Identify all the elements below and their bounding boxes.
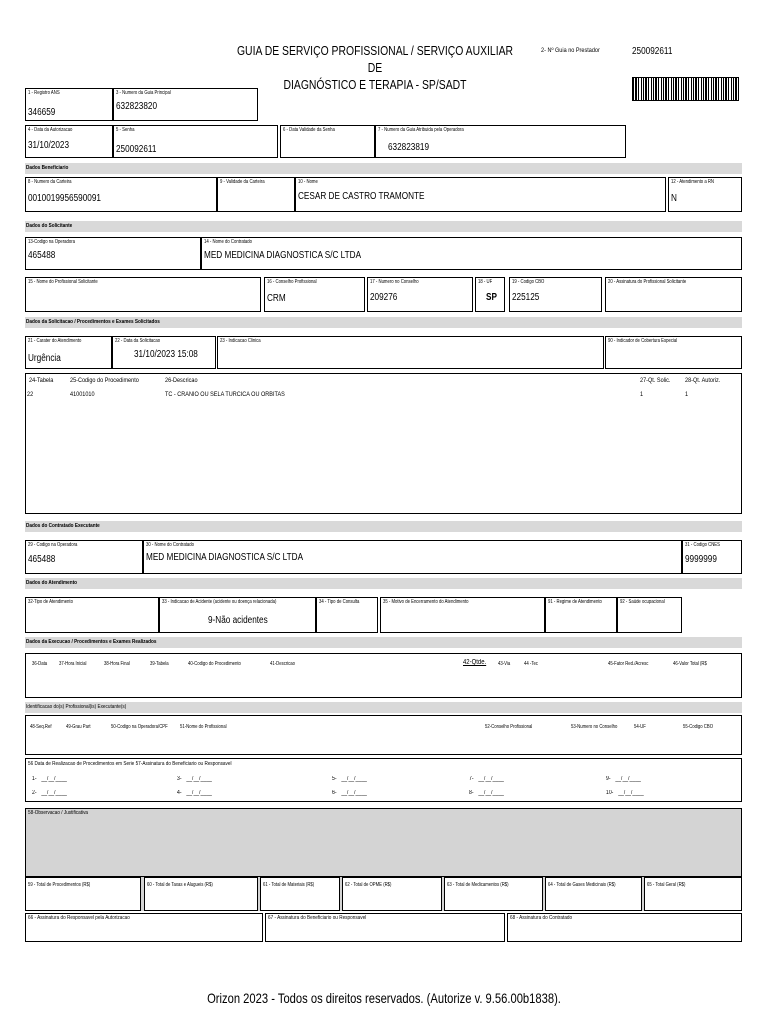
guia-principal-field [113, 88, 258, 121]
serie-slot-9-date: __/__/____ [615, 776, 641, 782]
serie-slot-3-date: __/__/____ [186, 776, 212, 782]
exec-col-via: 43-Via [498, 661, 511, 667]
guia-operadora-label: 7 - Numero da Guia Atribuida pela Operadora [378, 127, 464, 133]
senha-value: 250092611 [116, 144, 157, 155]
col-qt-autoriz: 28-Qt. Autoriz. [685, 377, 721, 384]
assinatura-solicitante-label: 20 - Assinatura do Profissional Solicitante [608, 279, 687, 285]
total-medicamentos-field [444, 877, 543, 911]
serie-slot-4-date: __/__/____ [186, 790, 212, 796]
carteira-field [25, 177, 217, 212]
serie-slot-6-date: __/__/____ [341, 790, 367, 796]
total-procedimentos-field [25, 877, 141, 911]
indicacao-clinica-field [217, 336, 604, 369]
carater-value: Urgência [28, 353, 61, 364]
carater-label: 21 - Carater do Atendimento [28, 338, 82, 344]
serie-slot-8 [469, 790, 504, 797]
cobertura-especial-label: 90 - Indicador de Cobertura Especial [608, 338, 678, 344]
observacao-box [25, 808, 742, 877]
serie-slot-9 [606, 776, 641, 783]
regime-atendimento-label: 91 - Regime de Atendimento [548, 599, 602, 605]
form-title-line1: GUIA DE SERVIÇO PROFISSIONAL / SERVIÇO AUXILIAR DE [236, 43, 514, 75]
tipo-atendimento-label: 32-Tipo de Atendimento [28, 599, 73, 605]
section-atendimento-title: Dados do Atendimento [26, 580, 77, 586]
data-autorizacao-value: 31/10/2023 [28, 140, 70, 151]
total-materiais-field [260, 877, 340, 911]
saude-ocupacional-label: 92 - Saúde ocupacional [620, 599, 665, 605]
prof-col-grau: 49-Grau Part [66, 724, 91, 730]
total-materiais-label: 61 - Total de Materiais (R$) [263, 882, 315, 888]
prof-col-codigo: 50-Codigo na Operadora/CPF [111, 724, 168, 730]
codigo-operadora-solicitante-value: 465488 [28, 250, 56, 261]
registro-ans-label: 1 - Registro ANS [28, 90, 60, 96]
numero-conselho-value: 209276 [370, 292, 398, 303]
nome-beneficiario-value: CESAR DE CASTRO TRAMONTE [298, 191, 425, 202]
numero-conselho-field [367, 277, 473, 312]
prof-col-nome: 51-Nome do Profissional [180, 724, 227, 730]
tipo-atendimento-field [25, 597, 159, 633]
section-atendimento [25, 578, 742, 589]
tipo-consulta-field [316, 597, 378, 633]
serie-slot-3-num: 3- [177, 776, 182, 782]
nome-contratado-executante-field [143, 540, 682, 574]
row-qt-solic: 1 [640, 391, 644, 398]
serie-slot-2-date: __/__/____ [41, 790, 67, 796]
serie-slot-4-num: 4- [177, 790, 182, 796]
exec-col-valor: 46-Valor Total (R$ [673, 661, 707, 667]
exec-col-qtde: 42-Qtde. [463, 659, 487, 666]
serie-slot-2-num: 2- [32, 790, 37, 796]
carteira-label: 8 - Numero da Carteira [28, 179, 72, 185]
exec-col-codigo: 40-Codigo do Procedimento [188, 661, 241, 667]
col-descricao: 26-Descricao [165, 377, 198, 384]
total-geral-field [644, 877, 742, 911]
observacao-label: 58-Observacao / Justificativa [28, 810, 89, 816]
row-codigo: 41001010 [70, 391, 95, 398]
section-execucao [25, 637, 742, 648]
prof-col-seq: 48-Seq.Ref [30, 724, 52, 730]
prof-col-uf: 54-UF [634, 724, 646, 730]
cbo-value: 225125 [512, 292, 540, 303]
conselho-field [264, 277, 365, 312]
validade-carteira-field [217, 177, 295, 212]
serie-label: 56 Data de Realizacao de Procedimentos em Serie 57-Assinatura do Beneficiario ou Responsavel [28, 761, 232, 767]
exec-col-descricao: 41-Descricao [270, 661, 296, 667]
barcode [632, 77, 739, 101]
section-profissionais-title: Identificacao do(s) Profissional(is) Executante(s) [26, 704, 127, 710]
serie-slot-5-date: __/__/____ [341, 776, 367, 782]
total-gases-field [545, 877, 642, 911]
nome-profissional-field [25, 277, 261, 312]
exec-col-tec: 44 -Tec [524, 661, 538, 667]
guia-operadora-value: 632823819 [388, 142, 430, 153]
assinatura-autorizacao-field [25, 913, 263, 942]
exec-col-hora-final: 38-Hora Final [104, 661, 130, 667]
serie-slot-1-date: __/__/____ [41, 776, 67, 782]
saude-ocupacional-field [617, 597, 682, 633]
codigo-operadora-executante-label: 29 - Codigo na Operadora [28, 542, 78, 548]
footer-copyright: Orizon 2023 - Todos os direitos reservados. (Autorize v. 9.56.00b1838). [207, 990, 561, 1006]
conselho-label: 16 - Conselho Profissional [267, 279, 317, 285]
assinatura-contratado-field [507, 913, 742, 942]
data-autorizacao-label: 4 - Data da Autorizacao [28, 127, 73, 133]
indicacao-acidente-value: 9-Não acidentes [208, 615, 268, 626]
section-executante-title: Dados do Contratado Executante [26, 523, 100, 529]
cbo-label: 19 - Codigo CBO [512, 279, 545, 285]
form-title-line2: DIAGNÓSTICO E TERAPIA - SP/SADT [283, 77, 467, 92]
nome-contratado-solicitante-value: MED MEDICINA DIAGNOSTICA S/C LTDA [204, 250, 362, 261]
uf-field [475, 277, 505, 312]
carteira-value: 0010019956590091 [28, 193, 101, 204]
total-taxas-label: 60 - Total de Taxas e Alugueis (R$) [147, 882, 213, 888]
serie-slot-4 [177, 790, 212, 797]
section-solicitacao-title: Dados da Solicitacao / Procedimentos e Exames Solicitados [26, 319, 160, 325]
procedimentos-serie-box [25, 758, 742, 802]
nome-contratado-executante-value: MED MEDICINA DIAGNOSTICA S/C LTDA [146, 552, 304, 563]
col-codigo: 25-Codigo do Procedimento [70, 377, 139, 384]
serie-slot-10-date: __/__/____ [618, 790, 644, 796]
col-tabela: 24-Tabela [29, 377, 54, 384]
prof-col-conselho: 52-Conselho Profissional [485, 724, 533, 730]
prof-col-cbo: 55-Codigo CBO [683, 724, 714, 730]
exec-col-hora-inicial: 37-Hora Inicial [59, 661, 87, 667]
senha-field [113, 125, 278, 158]
table-row [26, 391, 741, 401]
cnes-label: 31 - Codigo CNES [685, 542, 720, 548]
prof-col-numero: 53-Numero no Conselho [571, 724, 618, 730]
data-autorizacao-field [25, 125, 113, 158]
assinatura-beneficiario-field [265, 913, 505, 942]
section-solicitacao [25, 317, 742, 328]
serie-slot-10 [606, 790, 644, 797]
registro-ans-value: 346659 [28, 107, 56, 118]
nome-beneficiario-label: 10 - Nome [298, 179, 318, 185]
serie-slot-1-num: 1- [32, 776, 37, 782]
exec-col-tabela: 39-Tabela [150, 661, 169, 667]
col-qt-solic: 27-Qt. Solic. [640, 377, 671, 384]
indicacao-acidente-field [159, 597, 316, 633]
guia-prestador-value: 250092611 [632, 46, 673, 57]
nome-profissional-label: 15 - Nome do Profissional Solicitante [28, 279, 98, 285]
serie-slot-8-num: 8- [469, 790, 474, 796]
motivo-encerramento-label: 35 - Motivo de Encerramento do Atendimento [383, 599, 469, 605]
assinatura-contratado-label: 68 - Assinatura do Contratado [510, 915, 573, 921]
assinatura-solicitante-field [605, 277, 742, 312]
procedimentos-solicitados-table [25, 373, 742, 514]
section-execucao-title: Dados da Execucao / Procedimentos e Exames Realizados [26, 639, 157, 645]
form-title [231, 42, 519, 93]
serie-slot-10-num: 10- [606, 790, 614, 796]
regime-atendimento-field [545, 597, 617, 633]
indicacao-acidente-label: 33 - Indicacao de Acidente (acidente ou doença relacionada) [162, 599, 277, 605]
carater-field [25, 336, 112, 369]
guia-principal-value: 632823820 [116, 101, 158, 112]
cbo-field [509, 277, 602, 312]
serie-slot-7-date: __/__/____ [478, 776, 504, 782]
serie-slot-5-num: 5- [332, 776, 337, 782]
assinatura-beneficiario-label: 67 - Assinatura do Beneficiario ou Responsavel [268, 915, 367, 921]
total-opme-field [342, 877, 442, 911]
total-gases-label: 64 - Total de Gases Medicinais (R$) [548, 882, 616, 888]
serie-slot-5 [332, 776, 367, 783]
atendimento-rn-label: 12 - Atendimento a RN [671, 179, 715, 185]
data-solicitacao-field [112, 336, 216, 369]
nome-beneficiario-field [295, 177, 666, 212]
exec-col-fator: 45-Fator Red./Acresc [608, 661, 649, 667]
row-tabela: 22 [27, 391, 34, 398]
serie-slot-3 [177, 776, 212, 783]
cobertura-especial-field [605, 336, 742, 369]
section-solicitante [25, 221, 742, 232]
cnes-value: 9999999 [685, 554, 717, 565]
codigo-operadora-executante-field [25, 540, 143, 574]
serie-slot-2 [32, 790, 67, 797]
data-solicitacao-label: 22 - Data da Solicitacao [115, 338, 161, 344]
uf-label: 18 - UF [478, 279, 493, 285]
nome-contratado-solicitante-field [201, 237, 742, 270]
serie-slot-1 [32, 776, 67, 783]
validade-senha-field [280, 125, 375, 158]
codigo-operadora-solicitante-label: 13-Codigo na Operadora [28, 239, 76, 245]
section-beneficiario-title: Dados Beneficiario [26, 165, 69, 171]
total-medicamentos-label: 63 - Total de Medicamentos (R$) [447, 882, 509, 888]
serie-slot-6-num: 6- [332, 790, 337, 796]
guia-prestador-label: 2- Nº Guia no Prestador [541, 47, 600, 54]
profissionais-table [25, 715, 742, 755]
codigo-operadora-solicitante-field [25, 237, 201, 270]
data-solicitacao-value: 31/10/2023 15:08 [134, 349, 198, 360]
serie-slot-6 [332, 790, 367, 797]
exec-col-data: 36-Data [32, 661, 48, 667]
serie-slot-8-date: __/__/____ [478, 790, 504, 796]
assinatura-autorizacao-label: 66 - Assinatura do Responsavel pela Autorizacao [28, 915, 130, 921]
validade-senha-label: 6 - Data Validade da Senha [283, 127, 335, 133]
row-qt-autoriz: 1 [685, 391, 689, 398]
nome-contratado-solicitante-label: 14 - Nome do Contratado [204, 239, 252, 245]
serie-slot-7-num: 7- [469, 776, 474, 782]
atendimento-rn-field [668, 177, 742, 212]
atendimento-rn-value: N [671, 193, 677, 204]
cnes-field [682, 540, 742, 574]
tipo-consulta-label: 34 - Tipo de Consulta [319, 599, 360, 605]
registro-ans-field [25, 88, 113, 121]
section-solicitante-title: Dados do Solicitante [26, 223, 73, 229]
section-profissionais [25, 702, 742, 713]
total-procedimentos-label: 59 - Total de Procedimentos (R$) [28, 882, 91, 888]
section-beneficiario [25, 163, 742, 174]
codigo-operadora-executante-value: 465488 [28, 554, 56, 565]
serie-slot-7 [469, 776, 504, 783]
senha-label: 5 - Senha [116, 127, 135, 133]
numero-conselho-label: 17 - Numero no Conselho [370, 279, 419, 285]
section-executante [25, 521, 742, 532]
uf-value: SP [486, 292, 497, 303]
conselho-value: CRM [267, 293, 286, 304]
motivo-encerramento-field [380, 597, 545, 633]
indicacao-clinica-label: 23 - Indicacao Clinica [220, 338, 261, 344]
guia-operadora-field [375, 125, 626, 158]
procedimentos-realizados-table [25, 653, 742, 698]
total-taxas-field [144, 877, 258, 911]
total-geral-label: 65 - Total Geral (R$) [647, 882, 686, 888]
row-descricao: TC - CRANIO OU SELA TURCICA OU ORBITAS [165, 391, 285, 398]
total-opme-label: 62 - Total de OPME (R$) [345, 882, 392, 888]
nome-contratado-executante-label: 30 - Nome do Contratado [146, 542, 194, 548]
serie-slot-9-num: 9- [606, 776, 611, 782]
validade-carteira-label: 9 - Validade da Carteira [220, 179, 265, 185]
guia-principal-label: 3 - Numero da Guia Principal [116, 90, 171, 96]
